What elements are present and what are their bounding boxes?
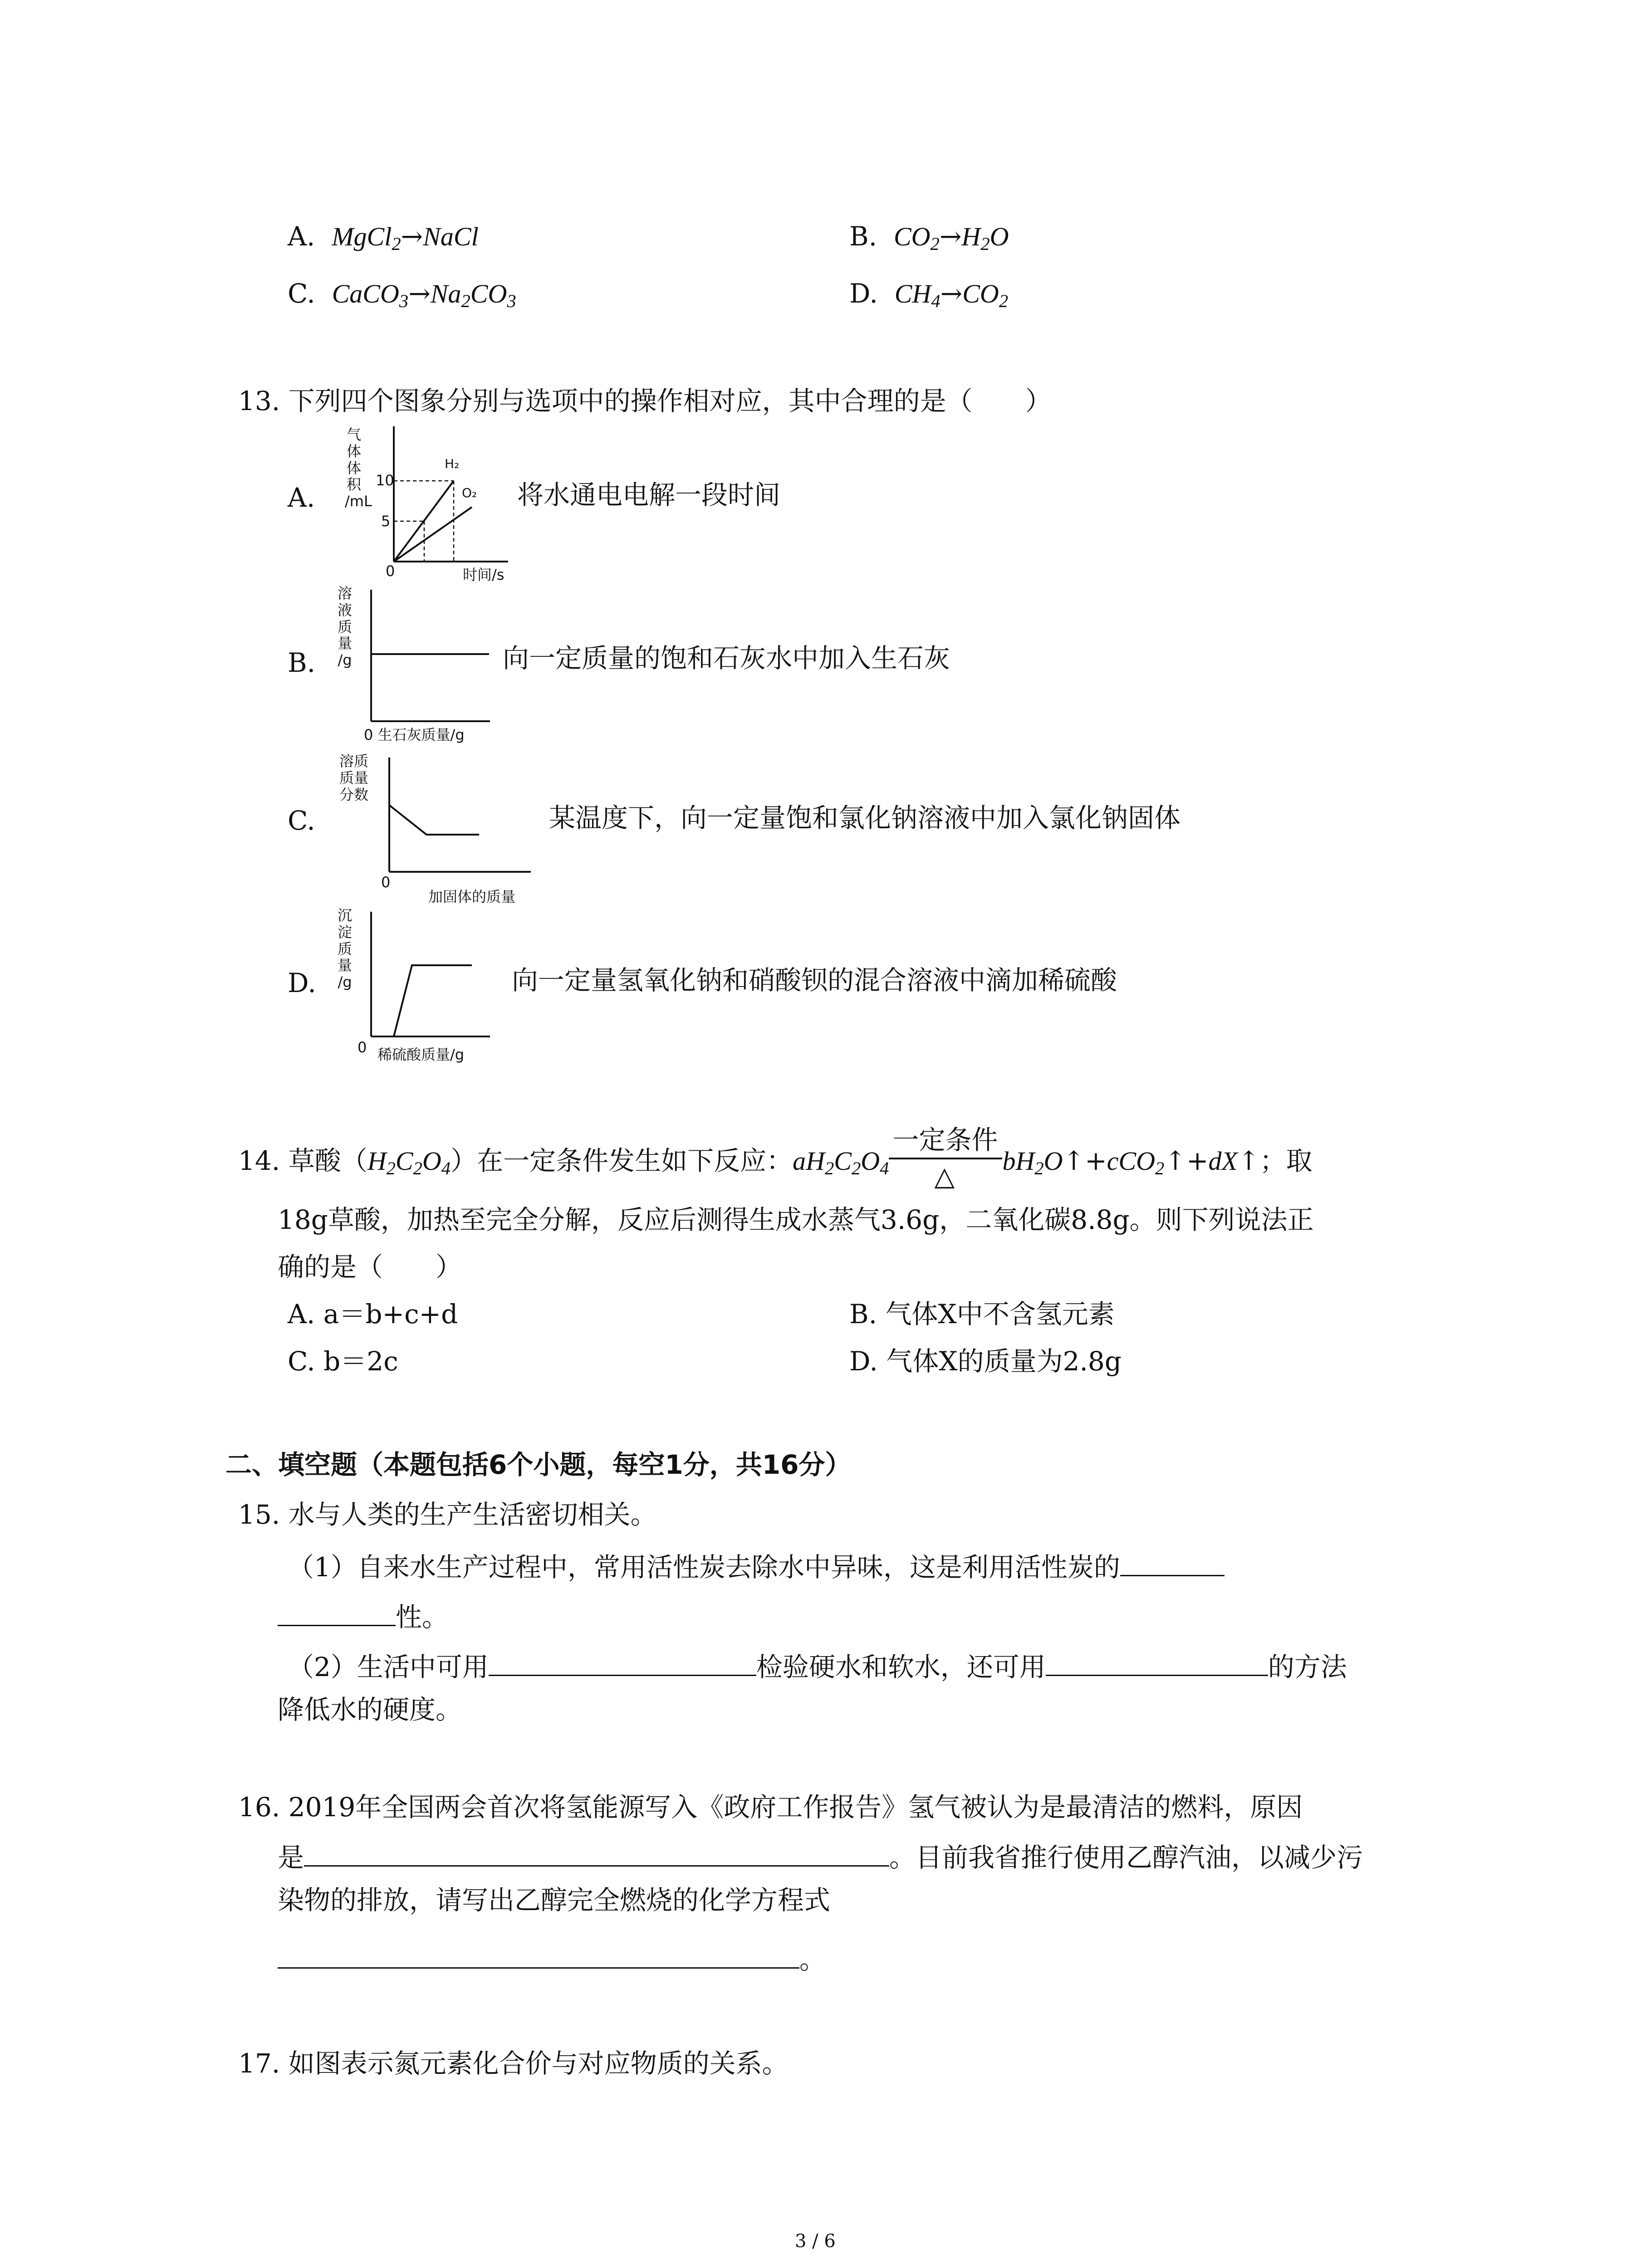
graph-a-ylabel: 气 体 体 积 /mL bbox=[345, 426, 372, 510]
q13-b-text: 向一定质量的饱和石灰水中加入生石灰 bbox=[503, 643, 950, 674]
graph-b-axes bbox=[336, 585, 526, 744]
q12-option-d: D. $CH_4\to CO_2$ bbox=[849, 278, 1009, 312]
q16-line2: 是 。目前我省推行使用乙醇汽油，以减少污 bbox=[278, 1842, 1363, 1873]
q15-blank-1-cont[interactable] bbox=[278, 1601, 396, 1626]
q13-d-graph bbox=[336, 907, 526, 1070]
graph-a-origin: 0 bbox=[386, 562, 395, 580]
graph-b-xlabel: 0 生石灰质量/g bbox=[364, 726, 465, 743]
q14-option-d: D. 气体X的质量为2.8g bbox=[849, 1346, 1122, 1377]
q15-part1-cont: 性。 bbox=[278, 1601, 448, 1630]
q17-stem: 17. 如图表示氮元素化合价与对应物质的关系。 bbox=[238, 2048, 789, 2079]
q16-line1: 16. 2019年全国两会首次将氢能源写入《政府工作报告》氢气被认为是最清洁的燃料，原因 bbox=[238, 1792, 1303, 1823]
q14-line2: 18g草酸，加热至完全分解，反应后测得生成水蒸气3.6g，二氧化碳8.8g。则下列说法正 bbox=[278, 1204, 1314, 1235]
q15-part1: （1）自来水生产过程中，常用活性炭去除水中异味，这是利用活性炭的 bbox=[288, 1551, 1225, 1580]
graph-b-ylabel: 溶 液 质 量 /g bbox=[337, 585, 352, 669]
q13-stem: 13. 下列四个图象分别与选项中的操作相对应，其中合理的是（ ） bbox=[238, 386, 1052, 416]
q13-a-graph bbox=[336, 426, 526, 581]
q14-option-c: C. b＝2c bbox=[288, 1346, 398, 1377]
q15-part2: （2）生活中可用 检验硬水和软水，还可用 的方法 bbox=[288, 1652, 1347, 1682]
q16-line3: 染物的排放，请写出乙醇完全燃烧的化学方程式 bbox=[278, 1885, 831, 1916]
graph-a-axes bbox=[336, 426, 526, 581]
graph-c-ylabel: 溶质 质量 分数 bbox=[339, 753, 368, 803]
graph-a-y5: 5 bbox=[381, 513, 391, 530]
q13-b-graph bbox=[336, 585, 526, 744]
graph-d-xlabel: 稀硫酸质量/g bbox=[377, 1046, 465, 1063]
q14-option-a: A. a＝b+c+d bbox=[288, 1299, 458, 1330]
q16-line4: 。 bbox=[278, 1944, 826, 1973]
q13-d-label: D. bbox=[288, 968, 316, 998]
q15-blank-3[interactable] bbox=[1046, 1651, 1268, 1676]
graph-c-xlabel: 加固体的质量 bbox=[428, 888, 516, 905]
graph-c-axes bbox=[336, 753, 554, 907]
q14-line1: 14. 草酸$(H_2C_2O_4)$在一定条件发生如下反应：$aH_2C_2O_4$ 一定条件 △ $bH_2O↑+cCO_2↑+dX↑$；取 bbox=[238, 1124, 1313, 1192]
graph-a-xlabel: 时间/s bbox=[463, 566, 505, 583]
q13-b-label: B. bbox=[288, 647, 316, 678]
page-number: 3 / 6 bbox=[795, 2231, 836, 2252]
q13-d-text: 向一定量氢氧化钠和硝酸钡的混合溶液中滴加稀硫酸 bbox=[512, 965, 1117, 996]
q15-stem: 15. 水与人类的生产生活密切相关。 bbox=[238, 1499, 657, 1530]
q15-blank-2[interactable] bbox=[489, 1651, 756, 1676]
q16-blank-1[interactable] bbox=[304, 1842, 889, 1867]
q13-c-graph bbox=[336, 753, 554, 907]
q13-a-text: 将水通电电解一段时间 bbox=[517, 479, 781, 510]
q12-option-c: C. $CaCO_3\to Na_2CO_3$ bbox=[288, 278, 516, 312]
graph-d-ylabel: 沉 淀 质 量 /g bbox=[337, 907, 352, 991]
reaction-condition: 一定条件 △ bbox=[889, 1148, 1002, 1174]
q12-option-a: A. MgCl$_2$→NaCl bbox=[288, 221, 479, 254]
q15-part2-cont: 降低水的硬度。 bbox=[278, 1694, 462, 1725]
q12-option-b: B. $CO_2\to H_2O$ bbox=[849, 221, 1009, 254]
q13-c-text: 某温度下，向一定量饱和氯化钠溶液中加入氯化钠固体 bbox=[549, 802, 1181, 833]
q16-blank-2[interactable] bbox=[278, 1944, 799, 1969]
q15-blank-1[interactable] bbox=[1120, 1551, 1225, 1576]
graph-c-origin: 0 bbox=[381, 874, 391, 891]
q14-line3: 确的是（ ） bbox=[278, 1251, 462, 1282]
q13-a-label: A. bbox=[288, 482, 315, 513]
graph-a-o2: O₂ bbox=[462, 485, 477, 500]
graph-d-origin: 0 bbox=[358, 1039, 367, 1056]
q13-c-label: C. bbox=[288, 805, 315, 836]
graph-a-y10: 10 bbox=[376, 472, 394, 489]
section-heading: 二、填空题（本题包括6个小题，每空1分，共16分） bbox=[225, 1449, 852, 1480]
graph-a-h2: H₂ bbox=[445, 456, 460, 471]
q14-option-b: B. 气体X中不含氢元素 bbox=[849, 1299, 1115, 1330]
